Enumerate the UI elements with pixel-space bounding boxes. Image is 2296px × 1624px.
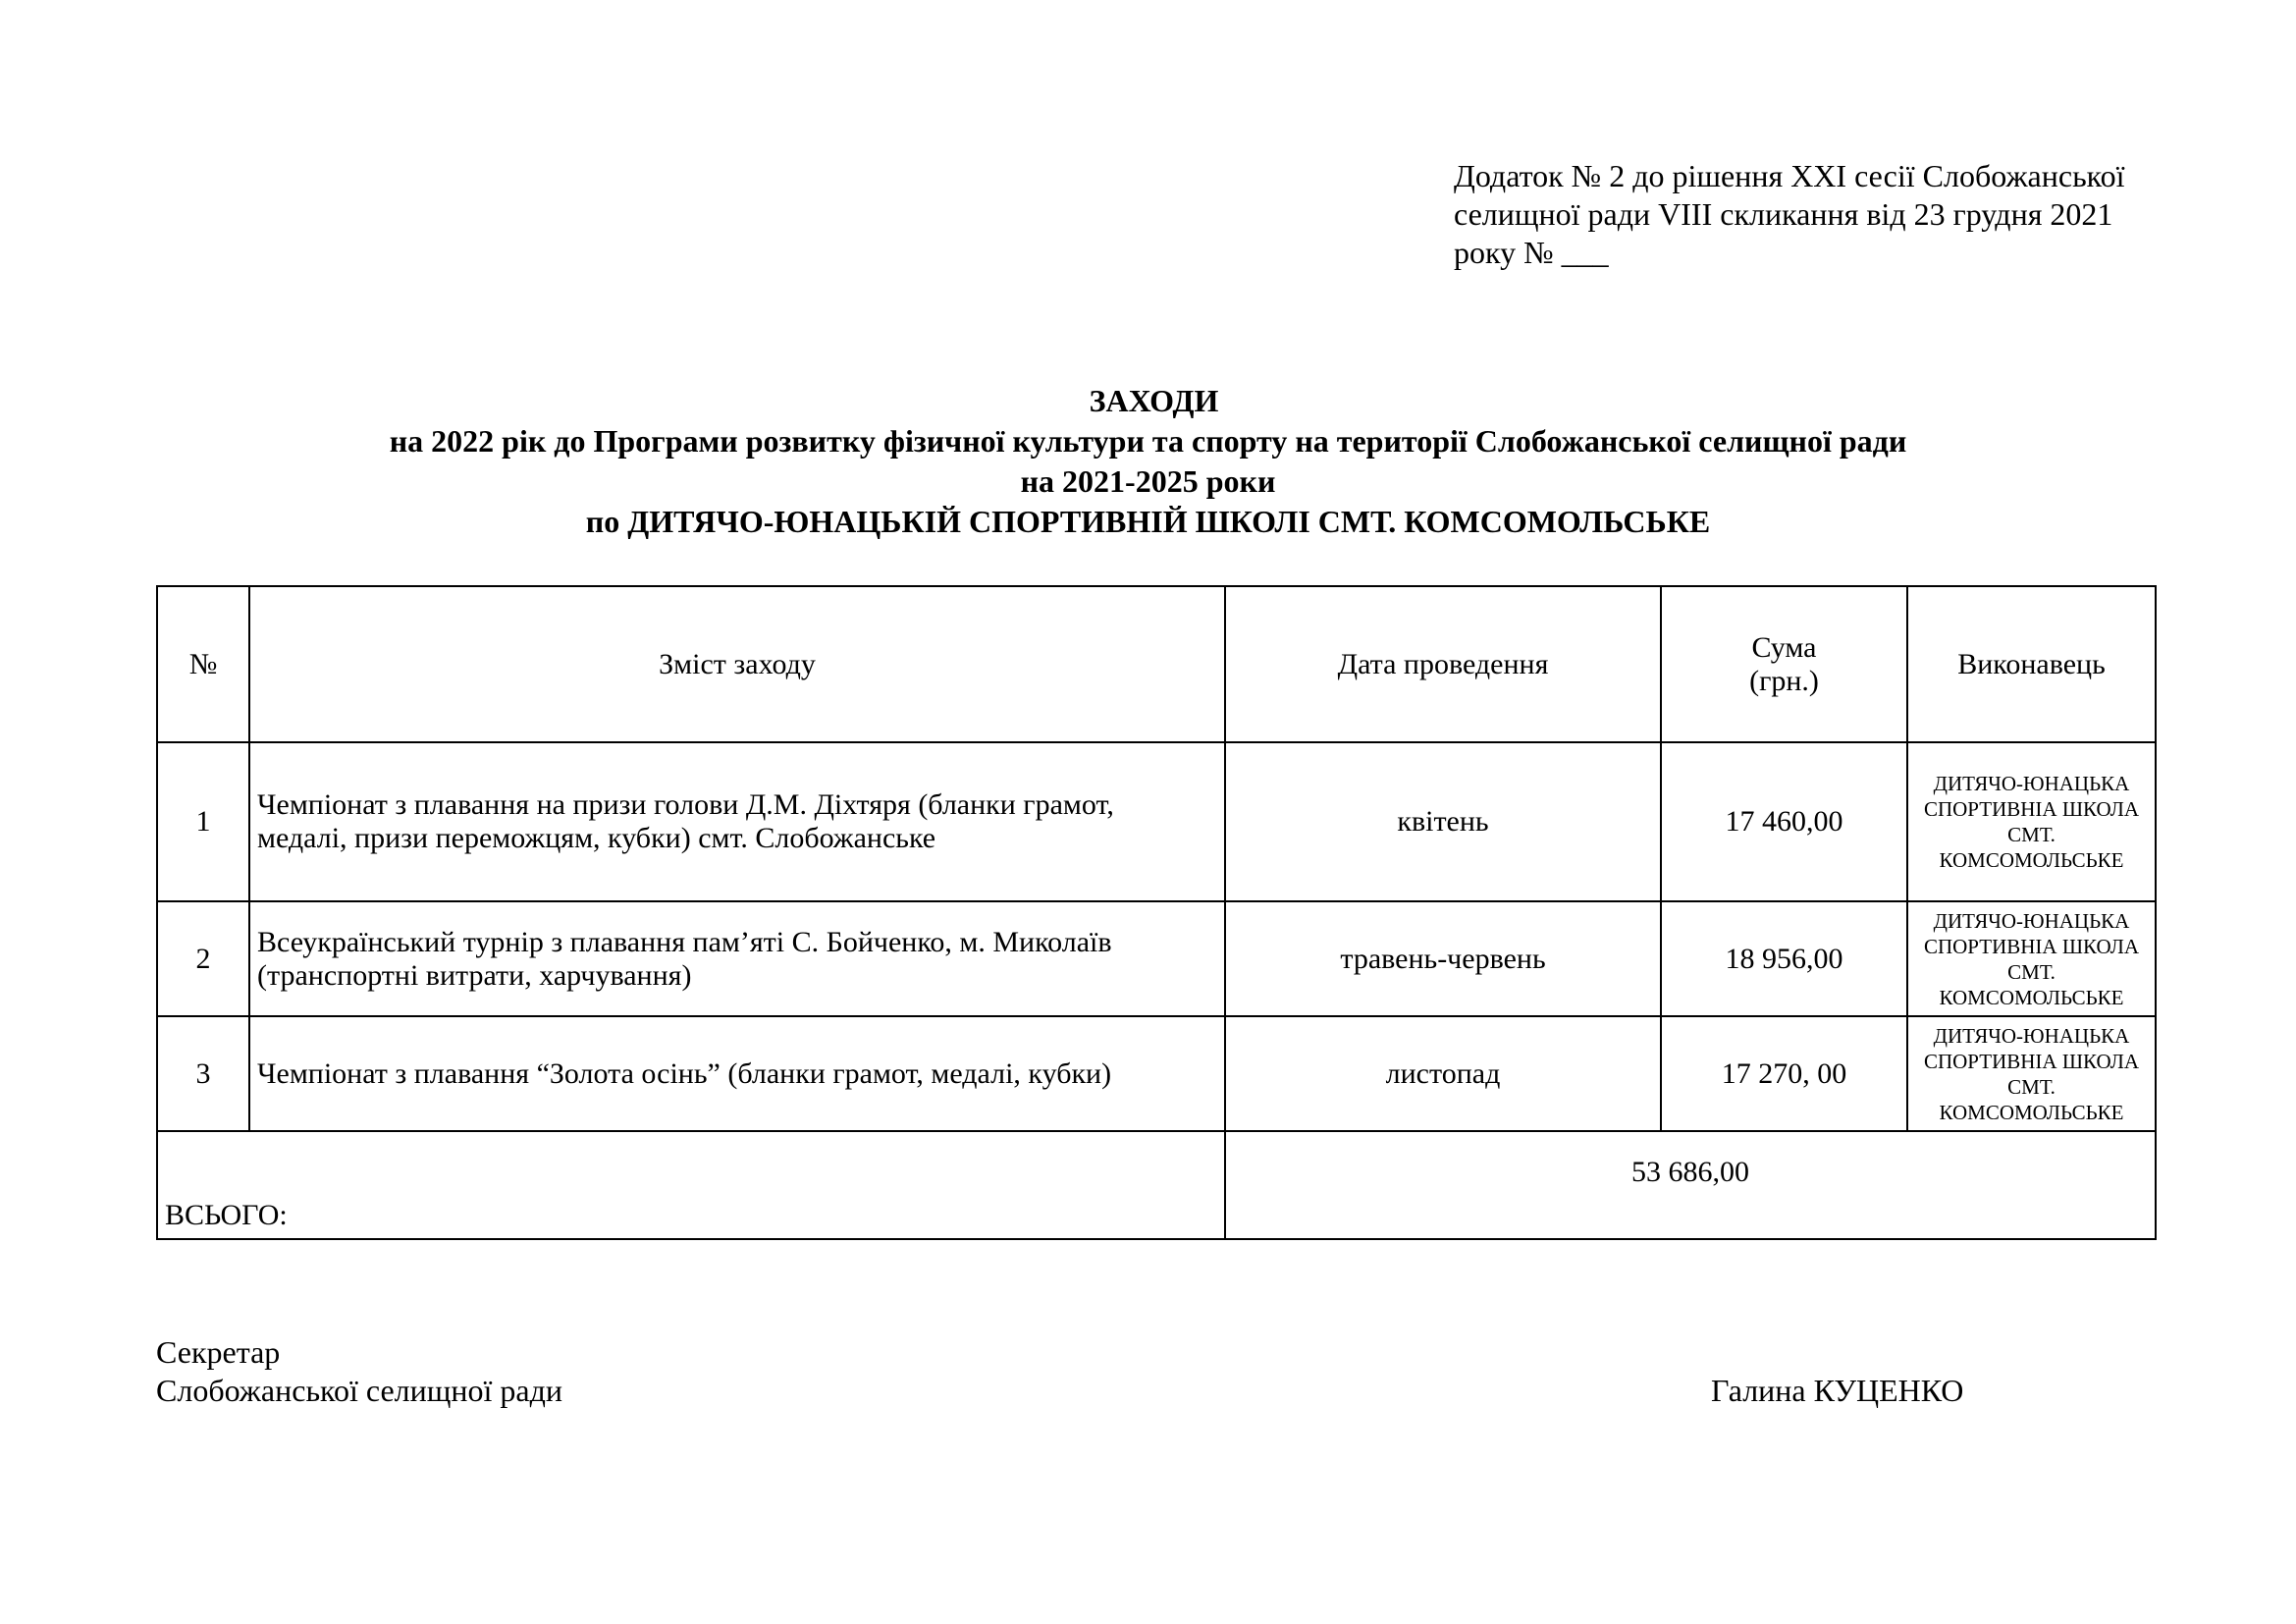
title-line-3: на 2021-2025 роки (1020, 463, 1276, 499)
executor-line-1: ДИТЯЧО-ЮНАЦЬКА (1933, 1023, 2130, 1048)
row-num: 3 (157, 1016, 249, 1131)
table-row (157, 742, 2156, 901)
total-row (157, 1131, 2156, 1239)
executor-line-4: КОМСОМОЛЬСЬКЕ (1939, 1100, 2124, 1124)
executor-line-2: СПОРТИВНІА ШКОЛА (1923, 797, 2140, 821)
executor-line-3: СМТ. (2007, 1074, 2056, 1099)
row-executor (1907, 742, 2156, 901)
header-executor: Виконавець (1907, 586, 2156, 742)
title-line-4: по ДИТЯЧО-ЮНАЦЬКІЙ СПОРТИВНІЙ ШКОЛІ СМТ. КОМСОМОЛЬСЬКЕ (585, 504, 1711, 539)
row-num: 1 (157, 742, 249, 901)
measures-table (156, 585, 2157, 1240)
title-line-2: на 2022 рік до Програми розвитку фізичної культури та спорту на території Слобожанської селищної ради (389, 423, 1907, 459)
header-date: Дата проведення (1225, 586, 1661, 742)
row-content (249, 742, 1225, 901)
executor-line-2: СПОРТИВНІА ШКОЛА (1923, 1049, 2140, 1073)
header-content: Зміст заходу (249, 586, 1225, 742)
annex-note (1454, 157, 2200, 272)
executor-line-2: СПОРТИВНІА ШКОЛА (1923, 934, 2140, 958)
annex-line-1: Додаток № 2 до рішення XXI сесії Слобожанської (1454, 158, 2125, 193)
row-date: травень-червень (1225, 901, 1661, 1016)
table-row (157, 1016, 2156, 1131)
header-num: № (157, 586, 249, 742)
table-row (157, 901, 2156, 1016)
header-sum (1661, 586, 1907, 742)
executor-line-3: СМТ. (2007, 823, 2056, 846)
row-content (249, 901, 1225, 1016)
executor-line-4: КОМСОМОЛЬСЬКЕ (1939, 985, 2124, 1009)
executor-line-1: ДИТЯЧО-ЮНАЦЬКА (1933, 772, 2130, 795)
row-content-line-1: Чемпіонат з плавання на призи голови Д.М. Діхтяря (бланки грамот, (257, 788, 1114, 821)
row-content-line-1: Всеукраїнський турнір з плавання пам’яті С. Бойченко, м. Миколаїв (257, 925, 1112, 958)
row-sum: 17 460,00 (1661, 742, 1907, 901)
table-header-row (157, 586, 2156, 742)
row-sum: 18 956,00 (1661, 901, 1907, 1016)
signatory-position (156, 1333, 562, 1410)
document-title (0, 381, 2296, 542)
row-num: 2 (157, 901, 249, 1016)
total-value: 53 686,00 (1225, 1131, 2156, 1239)
total-label: ВСЬОГО: (157, 1131, 1225, 1239)
signatory-name: Галина КУЦЕНКО (1711, 1373, 1964, 1408)
annex-line-3: року № ___ (1454, 235, 1609, 270)
signatory-position-line-1: Секретар (156, 1334, 281, 1370)
row-content-line-2: (транспортні витрати, харчування) (257, 958, 692, 992)
header-sum-line-1: Сума (1751, 630, 1817, 664)
signatory-position-line-2: Слобожанської селищної ради (156, 1373, 562, 1408)
title-line-1: ЗАХОДИ (1089, 383, 1219, 418)
row-executor (1907, 1016, 2156, 1131)
executor-line-4: КОМСОМОЛЬСЬКЕ (1939, 848, 2124, 872)
row-executor (1907, 901, 2156, 1016)
executor-line-1: ДИТЯЧО-ЮНАЦЬКА (1933, 908, 2130, 933)
header-sum-line-2: (грн.) (1749, 664, 1819, 697)
annex-line-2: селищної ради VIII скликання від 23 грудня 2021 (1454, 196, 2113, 232)
row-sum: 17 270, 00 (1661, 1016, 1907, 1131)
row-content-line-1: Чемпіонат з плавання “Золота осінь” (бланки грамот, медалі, кубки) (257, 1056, 1112, 1090)
executor-line-3: СМТ. (2007, 959, 2056, 984)
row-content (249, 1016, 1225, 1131)
row-date: листопад (1225, 1016, 1661, 1131)
row-content-line-2: медалі, призи переможцям, кубки) смт. Слобожанське (257, 822, 936, 854)
row-date: квітень (1225, 742, 1661, 901)
